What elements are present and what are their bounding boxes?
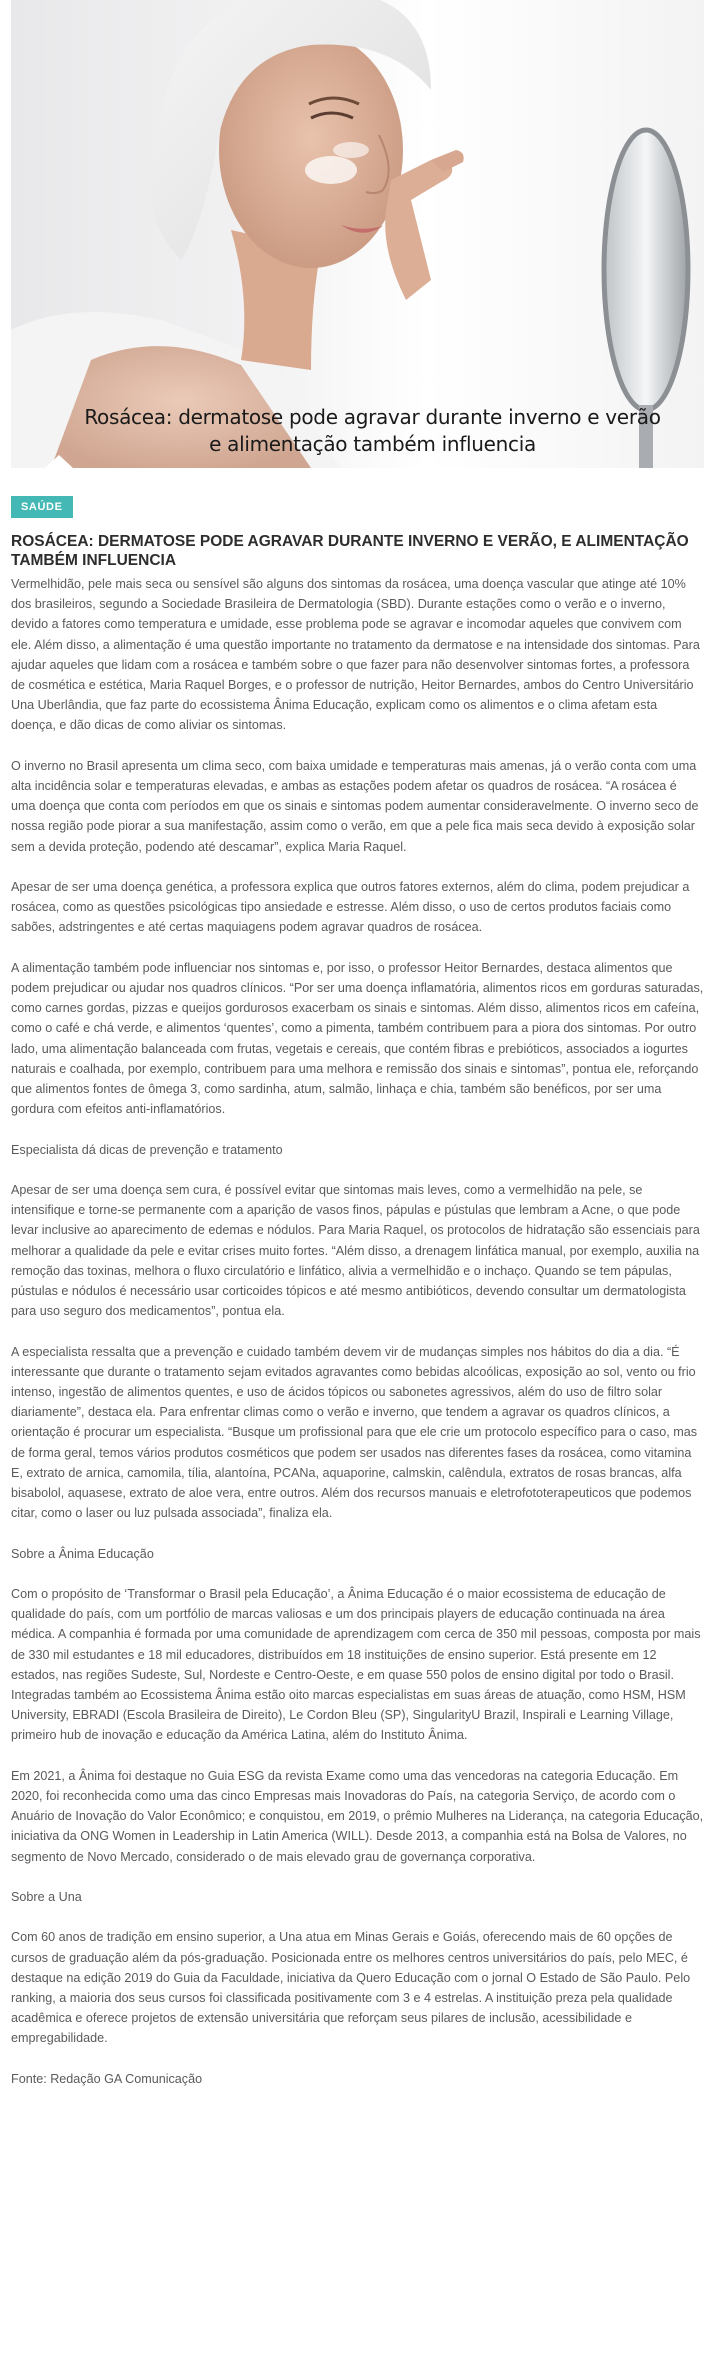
hero-image xyxy=(11,0,704,468)
article-source: Fonte: Redação GA Comunicação xyxy=(11,2071,203,2086)
paragraph: Com o propósito de ‘Transformar o Brasil pela Educação’, a Ânima Educação é o maior ecossistema de educação de qualidade do país, com um portfólio de marcas valiosas e um dos principais players de educação continuada na área médica. A companhia é formada por uma comunidade de aprendizagem com cerca de 350 mil pessoas, composta por mais de 330 mil estudantes e 18 mil educadores, distribuídos em 18 instituições de ensino superior. Está presente em 12 estados, nas regiões Sudeste, Sul, Nordeste e Centro-Oeste, e em quase 550 polos de ensino digital por todo o Brasil. Integradas também ao Ecossistema Ânima estão oito marcas especialistas em suas áreas de atuação, como HSM, HSM University, EBRADI (Escola Brasileira de Direito), Le Cordon Bleu (SP), SingularityU Brazil, Inspirali e Learning Village, primeiro hub de inovação e educação da América Latina, além do Instituto Ânima. xyxy=(11,1587,701,1743)
hero-caption-line-2: e alimentação também influencia xyxy=(209,432,536,456)
hero-caption-line-1: Rosácea: dermatose pode agravar durante inverno e verão xyxy=(84,405,661,429)
article-title: ROSÁCEA: DERMATOSE PODE AGRAVAR DURANTE INVERNO E VERÃO, E ALIMENTAÇÃO TAMBÉM INFLUENCIA xyxy=(11,533,689,569)
paragraph: Com 60 anos de tradição em ensino superior, a Una atua em Minas Gerais e Goiás, oferecendo mais de 60 opções de cursos de graduação além da pós-graduação. Posicionada entre os melhores centros universitários do país, pelo MEC, é destaque na edição 2019 do Guia da Faculdade, iniciativa da Quero Educação com o jornal O Estado de São Paulo. Pelo ranking, a maioria dos seus cursos foi classificada positivamente com 3 e 4 estrelas. A instituição preza pela qualidade acadêmica e oferece projetos de extensão universitária que reforçam seus pilares de inclusão, acessibilidade e empregabilidade. xyxy=(11,1930,691,2046)
paragraph: A especialista ressalta que a prevenção e cuidado também devem vir de mudanças simples nos hábitos do dia a dia. “É interessante que durante o tratamento sejam evitados agravantes como bebidas alcoólicas, exposição ao sol, vento ou frio intenso, ingestão de alimentos quentes, e uso de ácidos tópicos ou sabonetes agressivos, além do uso de filtro solar diariamente”, destaca ela. Para enfrentar climas como o verão e inverno, que tendem a agravar os quadros clínicos, a orientação é procurar um especialista. “Busque um profissional para que ele crie um protocolo específico para o caso, mas de forma geral, temos vários produtos cosméticos que podem ser usados nas diferentes fases da rosácea, como vitamina E, extrato de arnica, camomila, tília, alantoína, PCANa, aquaporine, calmskin, calêndula, extratos de rosas brancas, alfa bisabolol, aquasese, extrato de aloe vera, entre outros. Além dos recursos manuais e eletrofototerapeuticos que podemos citar, como o laser ou luz pulsada associada”, finaliza ela. xyxy=(11,1344,698,1521)
hero-illustration xyxy=(11,0,704,468)
hero-caption xyxy=(11,404,704,458)
section-heading: Sobre a Una xyxy=(11,1890,82,1905)
paragraph: Em 2021, a Ânima foi destaque no Guia ESG da revista Exame como uma das vencedoras na categoria Educação. Em 2020, foi reconhecida como uma das cinco Empresas mais Inovadoras do País, na categoria Serviço, de acordo com o Anuário de Inovação do Valor Econômico; e conquistou, em 2019, o prêmio Mulheres na Liderança, na categoria Educação, iniciativa da ONG Women in Leadership in Latin America (WILL). Desde 2013, a companhia está na Bolsa de Valores, no segmento de Novo Mercado, considerado o de mais elevado grau de governança corporativa. xyxy=(11,1768,704,1864)
paragraph: A alimentação também pode influenciar nos sintomas e, por isso, o professor Heitor Bernardes, destaca alimentos que podem prejudicar ou ajudar nos quadros clínicos. “Por ser uma doença inflamatória, alimentos ricos em gorduras saturadas, como carnes gordas, pizzas e queijos gordurosos exacerbam os sinais e sintomas. Além disso, alimentos ricos em cafeína, como o café e chá verde, e alimentos ‘quentes’, como a pimenta, também contribuem para a piora dos sintomas. Por outro lado, uma alimentação balanceada com frutas, vegetais e cereais, que contém fibras e prebióticos, associados a iogurtes naturais e coalhada, por exemplo, contribuem para uma melhora e remissão dos sinais e sintomas”, pontua ele, reforçando que alimentos fontes de ômega 3, como sardinha, atum, salmão, linhaça e chia, também são benéficos, por ser uma gordura com efeitos anti-inflamatórios. xyxy=(11,960,704,1117)
article-body xyxy=(11,574,704,2089)
paragraph: Vermelhidão, pele mais seca ou sensível são alguns dos sintomas da rosácea, uma doença vascular que atinge até 10% dos brasileiros, segundo a Sociedade Brasileira de Dermatologia (SBD). Durante estações como o verão e o inverno, devido a fatores como temperatura e umidade, esse problema pode se agravar e incomodar aqueles que convivem com ele. Além disso, a alimentação é uma questão importante no tratamento da dermatose e na intensidade dos sintomas. Para ajudar aqueles que lidam com a rosácea e também sobre o que fazer para não desenvolver sintomas fortes, a professora de cosmética e estética, Maria Raquel Borges, e o professor de nutrição, Heitor Bernardes, ambos do Centro Universitário Una Uberlândia, que faz parte do ecossistema Ânima Educação, explicam como os alimentos e o clima afetam esta doença, e dão dicas de como aliviar os sintomas. xyxy=(11,577,700,733)
paragraph: O inverno no Brasil apresenta um clima seco, com baixa umidade e temperaturas mais amenas, já o verão conta com uma alta incidência solar e temperaturas elevadas, e ambas as estações podem afetar os quadros de rosácea. “A rosácea é uma doença que conta com períodos em que os sinais e sintomas podem aumentar consideravelmente. O inverno seco de nossa região pode piorar a sua manifestação, assim como o verão, em que a pele fica mais seca devido à exposição solar sem a devida proteção, podendo até descamar”, explica Maria Raquel. xyxy=(11,758,699,854)
paragraph: Apesar de ser uma doença sem cura, é possível evitar que sintomas mais leves, como a vermelhidão na pele, se intensifique e torne-se permanente com a aparição de vasos finos, pápulas e pústulas que lembram a Acne, o que pode levar inclusive ao aparecimento de edemas e nódulos. Para Maria Raquel, os protocolos de hidratação são essenciais para melhorar a qualidade da pele e evitar crises muito fortes. “Além disso, a drenagem linfática manual, por exemplo, auxilia na remoção das toxinas, melhora o fluxo circulatório e linfático, alivia a vermelhidão e o inchaço. Quando se tem pápulas, pústulas e nódulos é necessário usar corticoides tópicos e até mesmo antibióticos, devendo consultar um dermatologista para uso seguro dos medicamentos”, pontua ela. xyxy=(11,1183,700,1319)
paragraph: Apesar de ser uma doença genética, a professora explica que outros fatores externos, além do clima, podem prejudicar a rosácea, como as questões psicológicas tipo ansiedade e estresse. Além disso, o uso de certos produtos faciais como sabões, adstringentes e até certas maquiagens podem agravar quadros de rosácea. xyxy=(11,880,690,935)
hero-notch xyxy=(45,455,73,468)
section-heading: Sobre a Ânima Educação xyxy=(11,1546,154,1561)
section-heading: Especialista dá dicas de prevenção e tratamento xyxy=(11,1142,283,1157)
category-badge[interactable]: SAÚDE xyxy=(11,496,73,518)
